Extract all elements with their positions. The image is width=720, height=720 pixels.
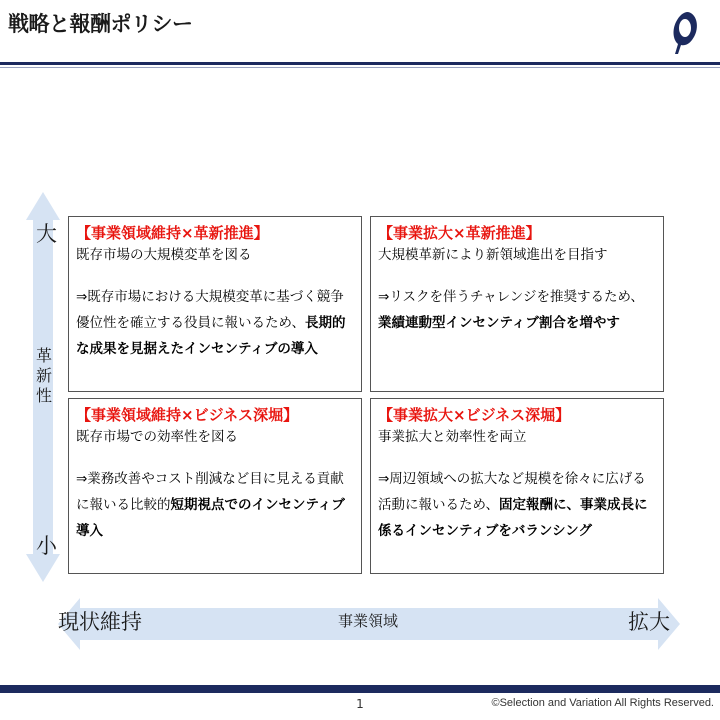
quadrant-title: 【事業拡大×革新推進】 [378,224,541,242]
quadrant-title: 【事業拡大×ビジネス深堀】 [378,406,571,424]
quadrant-bottom-left [68,398,362,574]
company-logo [672,8,700,56]
vertical-axis-label: 革新性 [35,346,52,405]
quadrant-subtitle: 大規模革新により新領域進出を目指す [378,247,608,263]
quadrant-subtitle: 事業拡大と効率性を両立 [378,429,527,445]
body-text: ⇒既存市場における大規模変革に基づく競争優位性を確立する役員に報いるため、 [76,289,344,331]
quadrant-body [76,466,355,544]
page-title: 戦略と報酬ポリシー [8,12,193,36]
body-emphasis: 固定報酬に、事業成長に係るインセンティブをバランシング [378,497,648,539]
page-number: 1 [356,697,364,711]
header-rule [0,62,720,65]
copyright-text: ©Selection and Variation All Rights Reserved. [491,697,714,709]
body-emphasis: 短期視点でのインセンティブ導入 [76,497,345,539]
body-text: ⇒周辺領域への拡大など規模を徐々に広げる活動に報いるため、 [378,471,646,513]
quadrant-subtitle: 既存市場での効率性を図る [76,429,238,445]
body-emphasis: 長期的な成果を見据えたインセンティブの導入 [76,315,346,357]
quadrant-title: 【事業領域維持×革新推進】 [76,224,269,242]
horizontal-axis-right-label: 拡大 [628,610,670,634]
vertical-axis-top-label: 大 [36,222,57,246]
quadrant-body [378,284,657,336]
quadrant-top-right [370,216,664,392]
quadrant-body [378,466,657,544]
header-rule-thin [0,67,720,68]
footer-rule [0,685,720,693]
quadrant-top-left [68,216,362,392]
quadrant-bottom-right [370,398,664,574]
quadrant-body [76,284,355,362]
quadrant-title: 【事業領域維持×ビジネス深堀】 [76,406,299,424]
horizontal-axis-label: 事業領域 [337,612,398,630]
vertical-axis-bottom-label: 小 [36,534,57,558]
body-emphasis: 業績連動型インセンティブ割合を増やす [378,315,620,331]
quadrant-subtitle: 既存市場の大規模変革を図る [76,247,252,263]
body-text: ⇒業務改善やコスト削減など目に見える貢献に報いる比較的 [76,471,344,513]
horizontal-axis-left-label: 現状維持 [58,610,142,634]
body-text: ⇒リスクを伴うチャレンジを推奨するため、 [378,289,644,305]
